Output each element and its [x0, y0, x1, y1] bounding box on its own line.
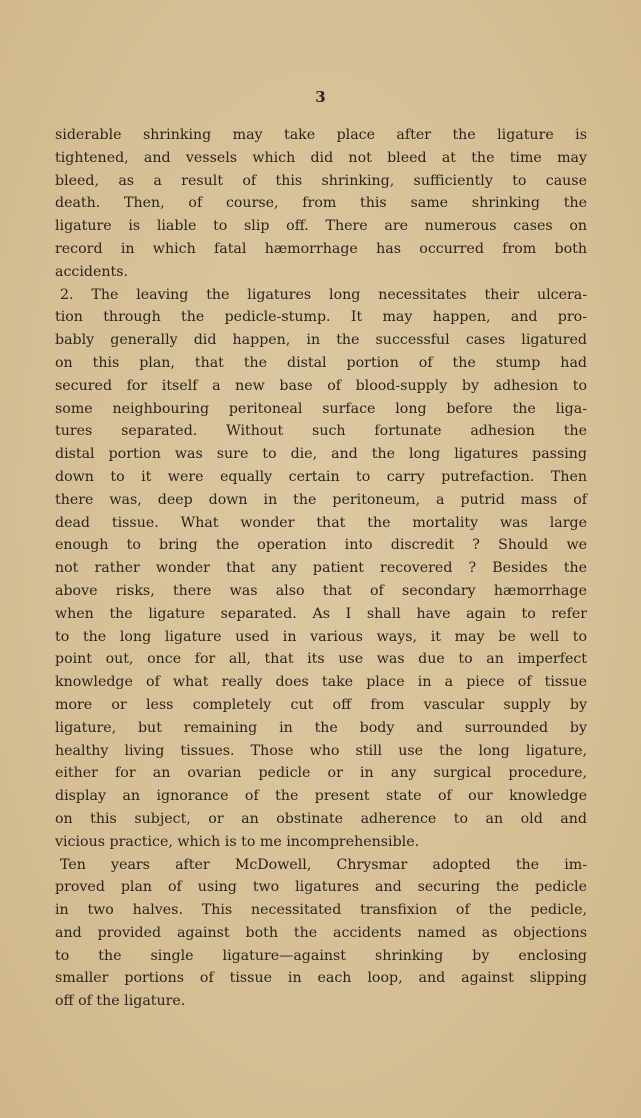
text-line: off of the ligature.	[55, 993, 186, 1010]
text-line: secured for itself a new base of blood-supply by adhesion to	[55, 377, 587, 394]
text-line: healthy living tissues. Those who still use the long ligature,	[55, 742, 587, 759]
text-line: either for an ovarian pedicle or in any surgical procedure,	[55, 765, 587, 782]
text-line: not rather wonder that any patient recovered ? Besides the	[55, 560, 587, 577]
text-line: 2. The leaving the ligatures long necessitates their ulcera-	[60, 286, 587, 303]
text-line: tures separated. Without such fortunate adhesion the	[55, 423, 587, 440]
text-line: point out, once for all, that its use was due to an imperfect	[55, 651, 587, 668]
text-line: above risks, there was also that of secondary hæmorrhage	[55, 582, 587, 599]
text-line: to the long ligature used in various ways, it may be well to	[55, 628, 587, 645]
text-line: on this subject, or an obstinate adherence to an old and	[55, 810, 587, 827]
text-line: to the single ligature—against shrinking by enclosing	[55, 947, 587, 964]
text-line: more or less completely cut off from vascular supply by	[55, 696, 587, 713]
text-line: down to it were equally certain to carry putrefaction. Then	[55, 468, 587, 485]
text-line: bably generally did happen, in the successful cases ligatured	[55, 332, 587, 349]
text-line: in two halves. This necessitated transfixion of the pedicle,	[55, 902, 587, 919]
text-line: ligature is liable to slip off. There are numerous cases on	[55, 218, 587, 235]
text-line: ligature, but remaining in the body and surrounded by	[55, 719, 587, 736]
text-line: when the ligature separated. As I shall have again to refer	[55, 605, 587, 622]
text-line: there was, deep down in the peritoneum, a putrid mass of	[55, 491, 587, 508]
text-line: dead tissue. What wonder that the mortality was large	[55, 514, 587, 531]
text-line: and provided against both the accidents named as objections	[55, 924, 587, 941]
text-line: on this plan, that the distal portion of the stump had	[55, 354, 587, 371]
text-line: accidents.	[55, 263, 128, 280]
text-line: knowledge of what really does take place in a piece of tissue	[55, 674, 587, 691]
page-number: 3	[315, 88, 326, 106]
text-line: tion through the pedicle-stump. It may happen, and pro-	[55, 309, 587, 326]
text-line: bleed, as a result of this shrinking, sufficiently to cause	[55, 172, 587, 189]
text-line: death. Then, of course, from this same shrinking the	[55, 195, 587, 212]
text-line: some neighbouring peritoneal surface long before the liga-	[55, 400, 587, 417]
text-line: distal portion was sure to die, and the long ligatures passing	[55, 446, 587, 463]
body-text	[55, 124, 587, 1013]
text-line: proved plan of using two ligatures and securing the pedicle	[55, 879, 587, 896]
text-line: tightened, and vessels which did not bleed at the time may	[55, 149, 587, 166]
text-line: record in which fatal hæmorrhage has occurred from both	[55, 240, 587, 257]
text-line: display an ignorance of the present state of our knowledge	[55, 788, 587, 805]
text-line: enough to bring the operation into discredit ? Should we	[55, 537, 587, 554]
text-line: smaller portions of tissue in each loop, and against slipping	[55, 970, 587, 987]
text-line: Ten years after McDowell, Chrysmar adopted the im-	[60, 856, 587, 873]
text-line: siderable shrinking may take place after the ligature is	[55, 127, 587, 143]
text-line: vicious practice, which is to me incomprehensible.	[55, 833, 420, 850]
